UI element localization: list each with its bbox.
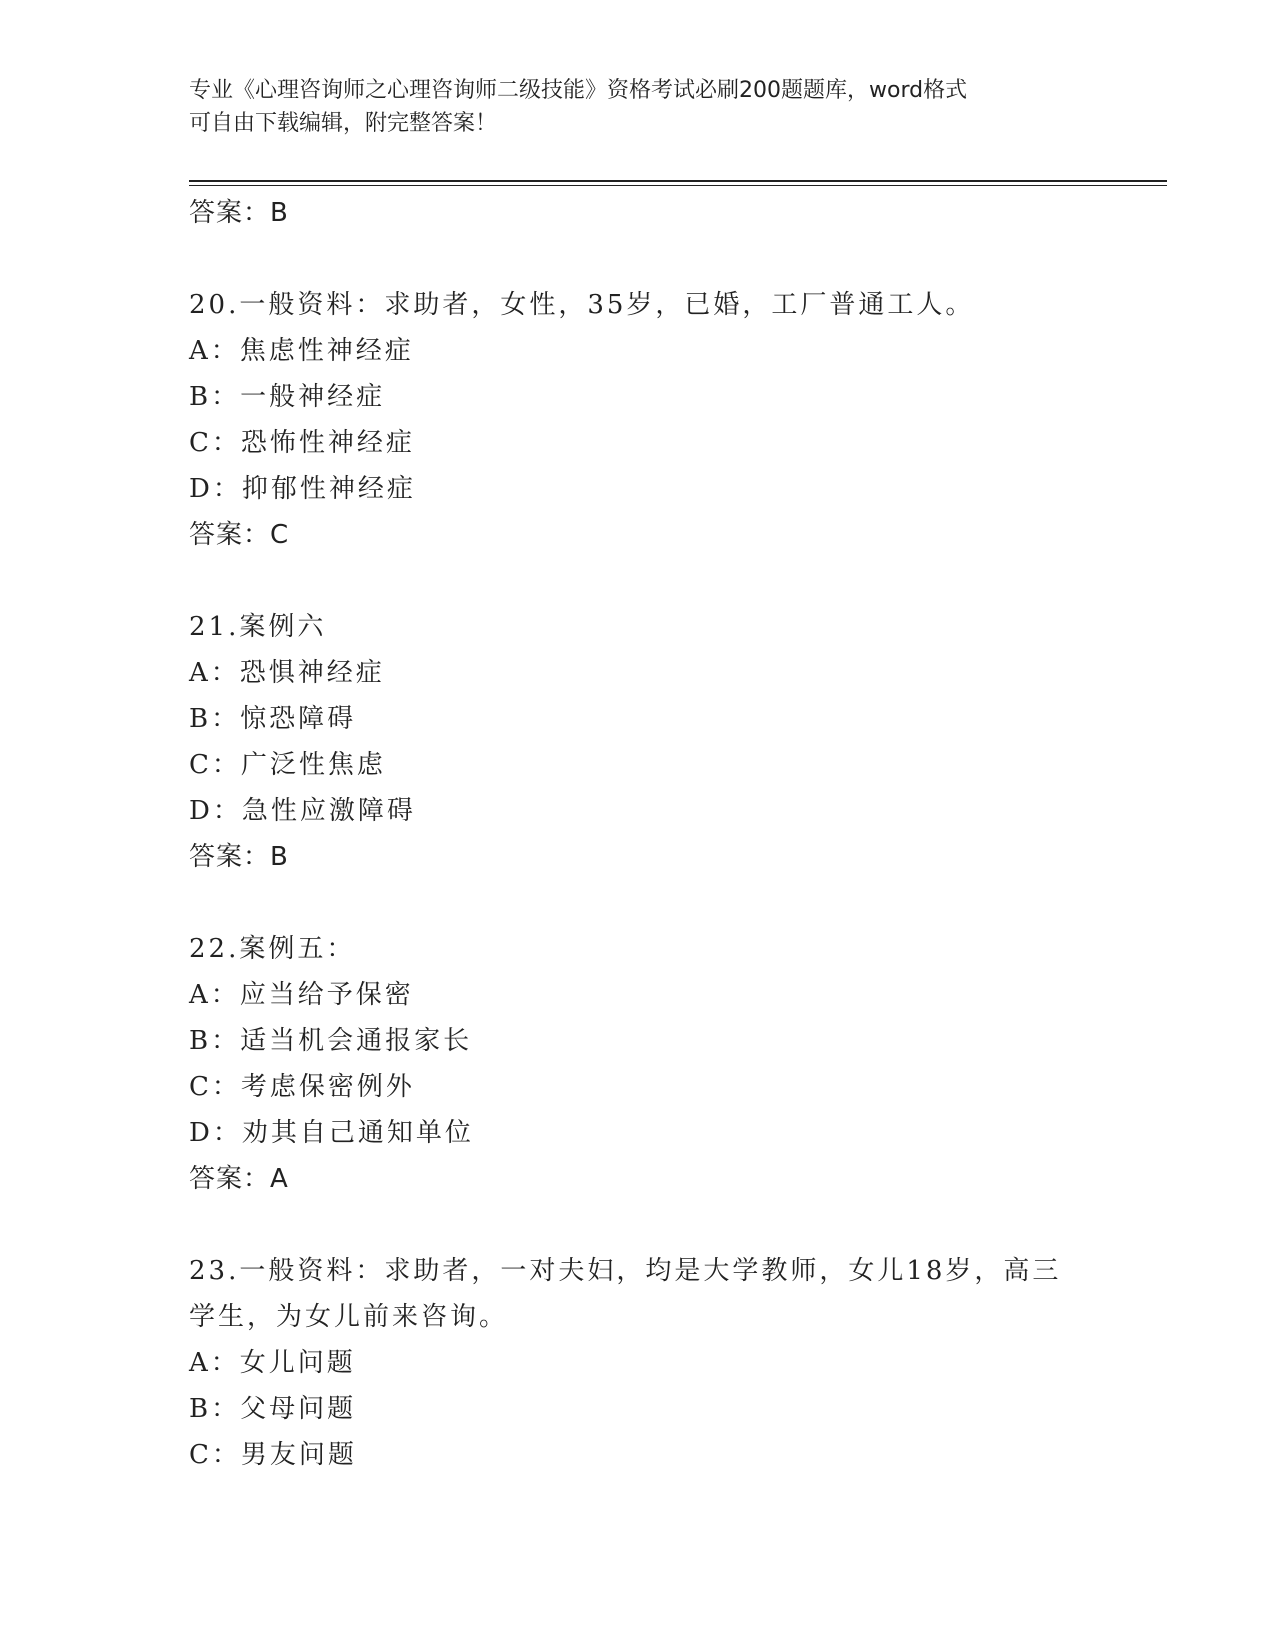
question-stem: 23.一般资料：求助者，一对夫妇，均是大学教师，女儿18岁，高三 — [189, 1256, 1062, 1286]
option-d: D：劝其自己通知单位 — [189, 1118, 474, 1148]
option-b: B：适当机会通报家长 — [189, 1026, 473, 1056]
option-a: A：应当给予保密 — [189, 980, 414, 1010]
option-a: A：焦虑性神经症 — [189, 336, 414, 366]
option-c: C：男友问题 — [189, 1440, 357, 1470]
question-block — [189, 926, 1149, 1202]
question-block — [189, 1248, 1149, 1478]
option-c: C：广泛性焦虑 — [189, 750, 386, 780]
answer-line: 答案：B — [189, 198, 289, 228]
header-divider-thin — [189, 185, 1167, 186]
option-b: B：父母问题 — [189, 1394, 357, 1424]
question-block — [189, 282, 1149, 558]
option-a: A：恐惧神经症 — [189, 658, 385, 688]
header-divider-thick — [189, 180, 1167, 182]
question-stem: 20.一般资料：求助者，女性，35岁，已婚，工厂普通工人。 — [189, 290, 975, 320]
option-a: A：女儿问题 — [189, 1348, 356, 1378]
question-block — [189, 604, 1149, 880]
answer-line: 答案：B — [189, 842, 289, 872]
question-list — [189, 190, 1149, 1478]
header-title-line-2: 可自由下载编辑，附完整答案！ — [189, 111, 498, 136]
answer-line: 答案：C — [189, 520, 290, 550]
answer-line: 答案：A — [189, 1164, 289, 1194]
option-c: C：恐怖性神经症 — [189, 428, 415, 458]
option-d: D：急性应激障碍 — [189, 796, 416, 826]
question-stem: 22.案例五： — [189, 934, 356, 964]
option-d: D：抑郁性神经症 — [189, 474, 416, 504]
question-stem-continued: 学生，为女儿前来咨询。 — [189, 1302, 509, 1332]
option-b: B：一般神经症 — [189, 382, 386, 412]
question-stem: 21.案例六 — [189, 612, 327, 642]
option-b: B：惊恐障碍 — [189, 704, 357, 734]
header-title-line-1: 专业《心理咨询师之心理咨询师二级技能》资格考试必刷200题题库，word格式 — [189, 78, 968, 103]
document-header — [189, 74, 1089, 140]
option-c: C：考虑保密例外 — [189, 1072, 415, 1102]
